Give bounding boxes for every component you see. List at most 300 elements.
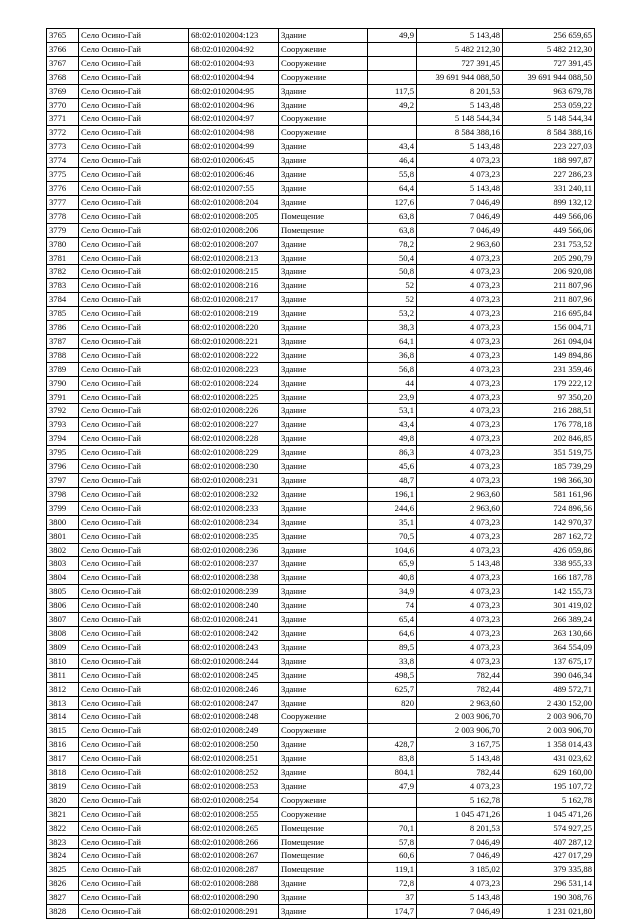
object-type-cell: Здание — [279, 668, 368, 682]
unit-cost-cell: 4 073,23 — [417, 515, 503, 529]
area-cell: 38,3 — [368, 321, 417, 335]
settlement-cell: Село Осино-Гай — [79, 56, 189, 70]
area-cell: 65,9 — [368, 557, 417, 571]
area-cell: 65,4 — [368, 613, 417, 627]
table-row — [47, 126, 595, 140]
object-type-cell: Помещение — [279, 821, 368, 835]
cadastral-value-cell: 1 358 014,43 — [503, 738, 595, 752]
unit-cost-cell: 4 073,23 — [417, 877, 503, 891]
settlement-cell: Село Осино-Гай — [79, 863, 189, 877]
area-cell: 104,6 — [368, 543, 417, 557]
area-cell: 34,9 — [368, 585, 417, 599]
settlement-cell: Село Осино-Гай — [79, 223, 189, 237]
row-number-cell: 3800 — [47, 515, 79, 529]
cadastral-number-cell: 68:02:0102004:93 — [189, 56, 279, 70]
cadastral-value-cell: 301 419,02 — [503, 599, 595, 613]
unit-cost-cell: 7 046,49 — [417, 223, 503, 237]
table-row — [47, 390, 595, 404]
area-cell: 63,8 — [368, 223, 417, 237]
row-number-cell: 3790 — [47, 376, 79, 390]
cadastral-value-cell: 574 927,25 — [503, 821, 595, 835]
area-cell — [368, 42, 417, 56]
settlement-cell: Село Осино-Гай — [79, 877, 189, 891]
object-type-cell: Здание — [279, 557, 368, 571]
row-number-cell: 3820 — [47, 793, 79, 807]
area-cell — [368, 793, 417, 807]
settlement-cell: Село Осино-Гай — [79, 390, 189, 404]
cadastral-number-cell: 68:02:0102008:246 — [189, 682, 279, 696]
table-row — [47, 432, 595, 446]
table-row — [47, 154, 595, 168]
table-row — [47, 223, 595, 237]
area-cell: 50,4 — [368, 251, 417, 265]
settlement-cell: Село Осино-Гай — [79, 724, 189, 738]
object-type-cell: Здание — [279, 293, 368, 307]
unit-cost-cell: 7 046,49 — [417, 195, 503, 209]
object-type-cell: Здание — [279, 529, 368, 543]
cadastral-number-cell: 68:02:0102008:254 — [189, 793, 279, 807]
cadastral-value-cell: 190 308,76 — [503, 891, 595, 905]
object-type-cell: Здание — [279, 613, 368, 627]
area-cell: 35,1 — [368, 515, 417, 529]
unit-cost-cell: 5 143,48 — [417, 752, 503, 766]
object-type-cell: Сооружение — [279, 112, 368, 126]
row-number-cell: 3795 — [47, 446, 79, 460]
area-cell: 50,8 — [368, 265, 417, 279]
object-type-cell: Здание — [279, 140, 368, 154]
area-cell: 40,8 — [368, 571, 417, 585]
area-cell: 625,7 — [368, 682, 417, 696]
cadastral-number-cell: 68:02:0102008:244 — [189, 654, 279, 668]
settlement-cell: Село Осино-Гай — [79, 29, 189, 43]
object-type-cell: Здание — [279, 321, 368, 335]
unit-cost-cell: 4 073,23 — [417, 474, 503, 488]
table-row — [47, 168, 595, 182]
settlement-cell: Село Осино-Гай — [79, 821, 189, 835]
table-row — [47, 460, 595, 474]
table-row — [47, 265, 595, 279]
object-type-cell: Здание — [279, 390, 368, 404]
cadastral-number-cell: 68:02:0102008:215 — [189, 265, 279, 279]
object-type-cell: Сооружение — [279, 126, 368, 140]
object-type-cell: Здание — [279, 501, 368, 515]
unit-cost-cell: 4 073,23 — [417, 460, 503, 474]
table-row — [47, 905, 595, 919]
row-number-cell: 3769 — [47, 84, 79, 98]
cadastral-number-cell: 68:02:0102008:237 — [189, 557, 279, 571]
table-row — [47, 29, 595, 43]
area-cell: 64,4 — [368, 181, 417, 195]
cadastral-number-cell: 68:02:0102008:223 — [189, 362, 279, 376]
cadastral-number-cell: 68:02:0102004:96 — [189, 98, 279, 112]
cadastral-number-cell: 68:02:0102008:204 — [189, 195, 279, 209]
settlement-cell: Село Осино-Гай — [79, 557, 189, 571]
object-type-cell: Здание — [279, 29, 368, 43]
table-row — [47, 682, 595, 696]
row-number-cell: 3801 — [47, 529, 79, 543]
object-type-cell: Здание — [279, 696, 368, 710]
row-number-cell: 3794 — [47, 432, 79, 446]
object-type-cell: Помещение — [279, 835, 368, 849]
object-type-cell: Здание — [279, 766, 368, 780]
settlement-cell: Село Осино-Гай — [79, 195, 189, 209]
area-cell — [368, 126, 417, 140]
row-number-cell: 3802 — [47, 543, 79, 557]
object-type-cell: Здание — [279, 446, 368, 460]
cadastral-number-cell: 68:02:0102008:251 — [189, 752, 279, 766]
cadastral-value-cell: 5 148 544,34 — [503, 112, 595, 126]
object-type-cell: Здание — [279, 738, 368, 752]
cadastral-number-cell: 68:02:0102008:216 — [189, 279, 279, 293]
cadastral-number-cell: 68:02:0102008:265 — [189, 821, 279, 835]
row-number-cell: 3765 — [47, 29, 79, 43]
unit-cost-cell: 5 143,48 — [417, 98, 503, 112]
settlement-cell: Село Осино-Гай — [79, 418, 189, 432]
table-row — [47, 724, 595, 738]
area-cell — [368, 56, 417, 70]
unit-cost-cell: 4 073,23 — [417, 279, 503, 293]
cadastral-number-cell: 68:02:0102008:236 — [189, 543, 279, 557]
row-number-cell: 3819 — [47, 779, 79, 793]
cadastral-number-cell: 68:02:0102008:291 — [189, 905, 279, 919]
unit-cost-cell: 4 073,23 — [417, 293, 503, 307]
settlement-cell: Село Осино-Гай — [79, 487, 189, 501]
table-row — [47, 891, 595, 905]
cadastral-value-cell: 185 739,29 — [503, 460, 595, 474]
settlement-cell: Село Осино-Гай — [79, 279, 189, 293]
settlement-cell: Село Осино-Гай — [79, 362, 189, 376]
cadastral-value-cell: 8 584 388,16 — [503, 126, 595, 140]
cadastral-number-cell: 68:02:0102008:230 — [189, 460, 279, 474]
row-number-cell: 3822 — [47, 821, 79, 835]
object-type-cell: Здание — [279, 168, 368, 182]
object-type-cell: Здание — [279, 682, 368, 696]
row-number-cell: 3803 — [47, 557, 79, 571]
settlement-cell: Село Осино-Гай — [79, 237, 189, 251]
object-type-cell: Здание — [279, 376, 368, 390]
cadastral-number-cell: 68:02:0102008:249 — [189, 724, 279, 738]
area-cell: 70,5 — [368, 529, 417, 543]
table-body — [47, 29, 595, 919]
object-type-cell: Здание — [279, 348, 368, 362]
row-number-cell: 3780 — [47, 237, 79, 251]
table-row — [47, 70, 595, 84]
object-type-cell: Здание — [279, 460, 368, 474]
row-number-cell: 3798 — [47, 487, 79, 501]
cadastral-value-cell: 449 566,06 — [503, 209, 595, 223]
object-type-cell: Помещение — [279, 849, 368, 863]
area-cell: 36,8 — [368, 348, 417, 362]
cadastral-number-cell: 68:02:0102008:213 — [189, 251, 279, 265]
table-row — [47, 237, 595, 251]
object-type-cell: Здание — [279, 626, 368, 640]
area-cell: 43,4 — [368, 418, 417, 432]
unit-cost-cell: 5 482 212,30 — [417, 42, 503, 56]
area-cell: 498,5 — [368, 668, 417, 682]
cadastral-number-cell: 68:02:0102008:255 — [189, 807, 279, 821]
cadastral-value-cell: 195 107,72 — [503, 779, 595, 793]
unit-cost-cell: 4 073,23 — [417, 307, 503, 321]
table-row — [47, 140, 595, 154]
cadastral-number-cell: 68:02:0102008:228 — [189, 432, 279, 446]
area-cell — [368, 807, 417, 821]
cadastral-number-cell: 68:02:0102008:206 — [189, 223, 279, 237]
table-row — [47, 98, 595, 112]
cadastral-value-cell: 2 430 152,00 — [503, 696, 595, 710]
table-row — [47, 42, 595, 56]
cadastral-value-cell: 142 155,73 — [503, 585, 595, 599]
object-type-cell: Помещение — [279, 209, 368, 223]
settlement-cell: Село Осино-Гай — [79, 168, 189, 182]
cadastral-value-cell: 266 389,24 — [503, 613, 595, 627]
cadastral-number-cell: 68:02:0102008:253 — [189, 779, 279, 793]
settlement-cell: Село Осино-Гай — [79, 446, 189, 460]
cadastral-value-cell: 39 691 944 088,50 — [503, 70, 595, 84]
cadastral-number-cell: 68:02:0102008:232 — [189, 487, 279, 501]
settlement-cell: Село Осино-Гай — [79, 515, 189, 529]
area-cell: 57,8 — [368, 835, 417, 849]
cadastral-number-cell: 68:02:0102006:46 — [189, 168, 279, 182]
cadastral-value-cell: 2 003 906,70 — [503, 710, 595, 724]
object-type-cell: Здание — [279, 307, 368, 321]
area-cell: 78,2 — [368, 237, 417, 251]
cadastral-number-cell: 68:02:0102004:94 — [189, 70, 279, 84]
table-row — [47, 571, 595, 585]
row-number-cell: 3787 — [47, 334, 79, 348]
table-row — [47, 779, 595, 793]
area-cell: 33,8 — [368, 654, 417, 668]
object-type-cell: Здание — [279, 905, 368, 919]
cadastral-value-cell: 211 807,96 — [503, 279, 595, 293]
cadastral-number-cell: 68:02:0102008:225 — [189, 390, 279, 404]
cadastral-value-cell: 179 222,12 — [503, 376, 595, 390]
table-row — [47, 654, 595, 668]
unit-cost-cell: 4 073,23 — [417, 432, 503, 446]
area-cell: 60,6 — [368, 849, 417, 863]
table-row — [47, 348, 595, 362]
row-number-cell: 3818 — [47, 766, 79, 780]
cadastral-value-cell: 449 566,06 — [503, 223, 595, 237]
settlement-cell: Село Осино-Гай — [79, 543, 189, 557]
unit-cost-cell: 4 073,23 — [417, 599, 503, 613]
table-row — [47, 209, 595, 223]
area-cell: 244,6 — [368, 501, 417, 515]
row-number-cell: 3788 — [47, 348, 79, 362]
area-cell — [368, 724, 417, 738]
cadastral-value-cell: 390 046,34 — [503, 668, 595, 682]
area-cell: 83,8 — [368, 752, 417, 766]
table-row — [47, 543, 595, 557]
row-number-cell: 3799 — [47, 501, 79, 515]
settlement-cell: Село Осино-Гай — [79, 613, 189, 627]
cadastral-number-cell: 68:02:0102004:123 — [189, 29, 279, 43]
cadastral-number-cell: 68:02:0102008:224 — [189, 376, 279, 390]
table-row — [47, 307, 595, 321]
area-cell: 37 — [368, 891, 417, 905]
settlement-cell: Село Осино-Гай — [79, 321, 189, 335]
object-type-cell: Здание — [279, 599, 368, 613]
cadastral-number-cell: 68:02:0102008:245 — [189, 668, 279, 682]
area-cell — [368, 70, 417, 84]
area-cell: 428,7 — [368, 738, 417, 752]
unit-cost-cell: 4 073,23 — [417, 654, 503, 668]
row-number-cell: 3827 — [47, 891, 79, 905]
area-cell: 49,9 — [368, 29, 417, 43]
cadastral-value-cell: 216 695,84 — [503, 307, 595, 321]
cadastral-number-cell: 68:02:0102008:233 — [189, 501, 279, 515]
area-cell: 64,1 — [368, 334, 417, 348]
object-type-cell: Сооружение — [279, 56, 368, 70]
table-row — [47, 613, 595, 627]
cadastral-value-cell: 202 846,85 — [503, 432, 595, 446]
cadastral-value-cell: 176 778,18 — [503, 418, 595, 432]
area-cell: 47,9 — [368, 779, 417, 793]
table-row — [47, 195, 595, 209]
settlement-cell: Село Осино-Гай — [79, 571, 189, 585]
row-number-cell: 3767 — [47, 56, 79, 70]
row-number-cell: 3774 — [47, 154, 79, 168]
object-type-cell: Здание — [279, 362, 368, 376]
cadastral-value-cell: 1 231 021,80 — [503, 905, 595, 919]
row-number-cell: 3805 — [47, 585, 79, 599]
table-row — [47, 334, 595, 348]
area-cell: 46,4 — [368, 154, 417, 168]
cadastral-number-cell: 68:02:0102008:248 — [189, 710, 279, 724]
settlement-cell: Село Осино-Гай — [79, 807, 189, 821]
unit-cost-cell: 2 003 906,70 — [417, 724, 503, 738]
settlement-cell: Село Осино-Гай — [79, 585, 189, 599]
row-number-cell: 3808 — [47, 626, 79, 640]
cadastral-value-cell: 331 240,11 — [503, 181, 595, 195]
unit-cost-cell: 782,44 — [417, 668, 503, 682]
settlement-cell: Село Осино-Гай — [79, 766, 189, 780]
object-type-cell: Сооружение — [279, 42, 368, 56]
row-number-cell: 3792 — [47, 404, 79, 418]
object-type-cell: Сооружение — [279, 793, 368, 807]
settlement-cell: Село Осино-Гай — [79, 599, 189, 613]
object-type-cell: Здание — [279, 779, 368, 793]
cadastral-number-cell: 68:02:0102008:239 — [189, 585, 279, 599]
table-row — [47, 835, 595, 849]
object-type-cell: Здание — [279, 543, 368, 557]
table-row — [47, 668, 595, 682]
row-number-cell: 3771 — [47, 112, 79, 126]
cadastral-value-cell: 364 554,09 — [503, 640, 595, 654]
settlement-cell: Село Осино-Гай — [79, 905, 189, 919]
cadastral-value-cell: 198 366,30 — [503, 474, 595, 488]
row-number-cell: 3782 — [47, 265, 79, 279]
row-number-cell: 3813 — [47, 696, 79, 710]
unit-cost-cell: 4 073,23 — [417, 446, 503, 460]
unit-cost-cell: 5 162,78 — [417, 793, 503, 807]
settlement-cell: Село Осино-Гай — [79, 42, 189, 56]
cadastral-number-cell: 68:02:0102008:217 — [189, 293, 279, 307]
unit-cost-cell: 5 143,48 — [417, 140, 503, 154]
settlement-cell: Село Осино-Гай — [79, 307, 189, 321]
table-row — [47, 793, 595, 807]
unit-cost-cell: 4 073,23 — [417, 154, 503, 168]
area-cell: 64,6 — [368, 626, 417, 640]
unit-cost-cell: 4 073,23 — [417, 529, 503, 543]
cadastral-number-cell: 68:02:0102008:290 — [189, 891, 279, 905]
cadastral-number-cell: 68:02:0102008:229 — [189, 446, 279, 460]
cadastral-value-cell: 489 572,71 — [503, 682, 595, 696]
table-row — [47, 738, 595, 752]
table-row — [47, 293, 595, 307]
object-type-cell: Здание — [279, 752, 368, 766]
settlement-cell: Село Осино-Гай — [79, 501, 189, 515]
table-row — [47, 515, 595, 529]
object-type-cell: Здание — [279, 334, 368, 348]
cadastral-value-cell: 227 286,23 — [503, 168, 595, 182]
unit-cost-cell: 7 046,49 — [417, 209, 503, 223]
settlement-cell: Село Осино-Гай — [79, 265, 189, 279]
unit-cost-cell: 8 584 388,16 — [417, 126, 503, 140]
cadastral-number-cell: 68:02:0102008:238 — [189, 571, 279, 585]
cadastral-value-cell: 142 970,37 — [503, 515, 595, 529]
cadastral-value-cell: 2 003 906,70 — [503, 724, 595, 738]
cadastral-number-cell: 68:02:0102008:250 — [189, 738, 279, 752]
unit-cost-cell: 39 691 944 088,50 — [417, 70, 503, 84]
settlement-cell: Село Осино-Гай — [79, 432, 189, 446]
unit-cost-cell: 3 185,02 — [417, 863, 503, 877]
unit-cost-cell: 727 391,45 — [417, 56, 503, 70]
area-cell: 74 — [368, 599, 417, 613]
table-row — [47, 557, 595, 571]
object-type-cell: Здание — [279, 487, 368, 501]
row-number-cell: 3784 — [47, 293, 79, 307]
area-cell: 52 — [368, 293, 417, 307]
table-row — [47, 376, 595, 390]
unit-cost-cell: 7 046,49 — [417, 835, 503, 849]
object-type-cell: Сооружение — [279, 807, 368, 821]
table-row — [47, 487, 595, 501]
unit-cost-cell: 782,44 — [417, 682, 503, 696]
cadastral-value-cell: 166 187,78 — [503, 571, 595, 585]
cadastral-value-cell: 231 753,52 — [503, 237, 595, 251]
cadastral-number-cell: 68:02:0102008:207 — [189, 237, 279, 251]
cadastral-value-cell: 581 161,96 — [503, 487, 595, 501]
table-row — [47, 807, 595, 821]
unit-cost-cell: 4 073,23 — [417, 543, 503, 557]
table-row — [47, 112, 595, 126]
row-number-cell: 3778 — [47, 209, 79, 223]
row-number-cell: 3806 — [47, 599, 79, 613]
table-row — [47, 279, 595, 293]
cadastral-value-cell: 727 391,45 — [503, 56, 595, 70]
settlement-cell: Село Осино-Гай — [79, 668, 189, 682]
unit-cost-cell: 4 073,23 — [417, 376, 503, 390]
cadastral-number-cell: 68:02:0102004:95 — [189, 84, 279, 98]
cadastral-value-cell: 188 997,87 — [503, 154, 595, 168]
settlement-cell: Село Осино-Гай — [79, 891, 189, 905]
table-row — [47, 863, 595, 877]
object-type-cell: Здание — [279, 640, 368, 654]
cadastral-number-cell: 68:02:0102008:205 — [189, 209, 279, 223]
unit-cost-cell: 7 046,49 — [417, 905, 503, 919]
settlement-cell: Село Осино-Гай — [79, 835, 189, 849]
row-number-cell: 3785 — [47, 307, 79, 321]
settlement-cell: Село Осино-Гай — [79, 293, 189, 307]
cadastral-value-cell: 206 920,08 — [503, 265, 595, 279]
row-number-cell: 3816 — [47, 738, 79, 752]
cadastral-value-cell: 338 955,33 — [503, 557, 595, 571]
row-number-cell: 3812 — [47, 682, 79, 696]
settlement-cell: Село Осино-Гай — [79, 460, 189, 474]
settlement-cell: Село Осино-Гай — [79, 640, 189, 654]
table-row — [47, 849, 595, 863]
row-number-cell: 3807 — [47, 613, 79, 627]
